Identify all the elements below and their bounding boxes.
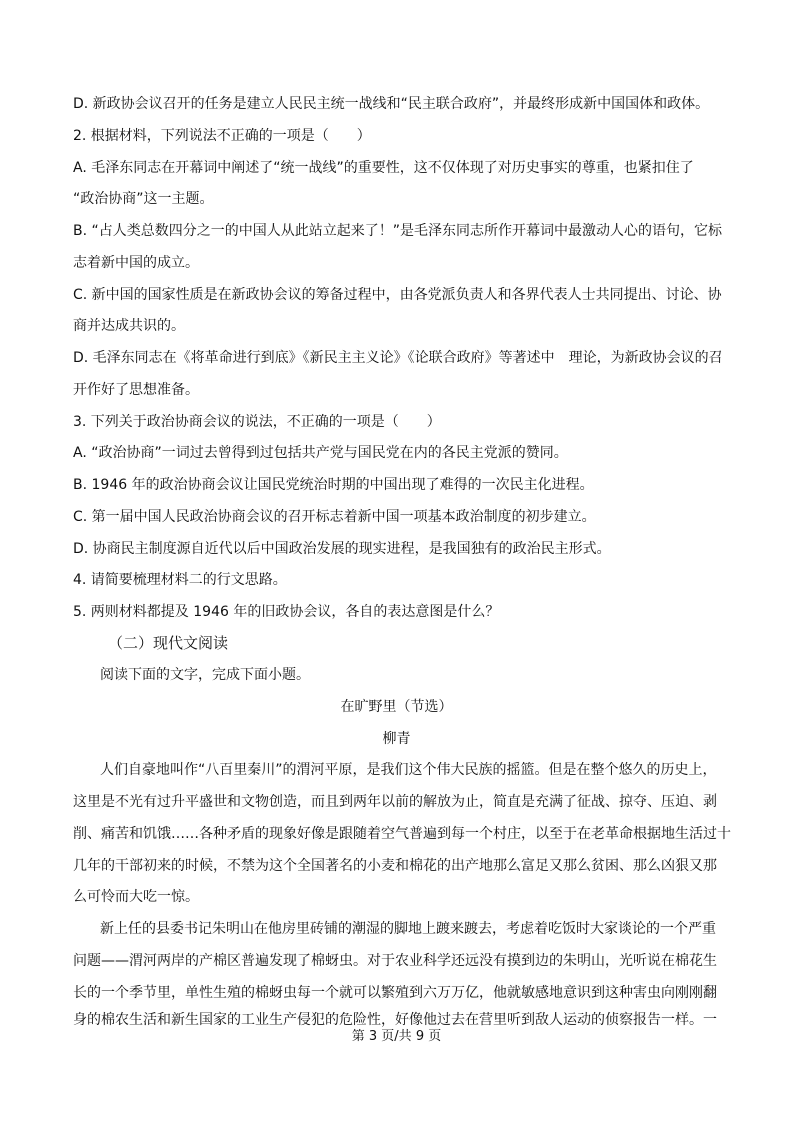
option-a-q2-line2: “政治协商”这一主题。 bbox=[73, 191, 214, 207]
reading-instruction: 阅读下面的文字，完成下面小题。 bbox=[100, 667, 310, 683]
paragraph-1-line-1: 人们自豪地叫作“八百里秦川”的渭河平原，是我们这个伟大民族的摇篮。但是在整个悠久的历史上， bbox=[100, 762, 717, 778]
paragraph-2-line-1: 新上任的县委书记朱明山在他房里砖铺的潮湿的脚地上踱来踱去，考虑着吃饭时大家谈论的一个严重 bbox=[100, 921, 716, 937]
paragraph-2-line-2: 问题——渭河两岸的产棉区普遍发现了棉蚜虫。对于农业科学还远没有摸到边的朱明山，光听说在棉花生 bbox=[73, 953, 717, 969]
question-4: 4. 请简要梳理材料二的行文思路。 bbox=[73, 572, 287, 588]
option-d-q1: D. 新政协会议召开的任务是建立人民民主统一战线和“民主联合政府”，并最终形成新中国国体和政体。 bbox=[73, 96, 710, 112]
option-a-q2-line1: A. 毛泽东同志在开幕词中阐述了“统一战线”的重要性，这不仅体现了对历史事实的尊重，也紧扣住了 bbox=[73, 160, 694, 176]
option-c-q3: C. 第一届中国人民政治协商会议的召开标志着新中国一项基本政治制度的初步建立。 bbox=[73, 509, 596, 525]
question-5: 5. 两则材料都提及 1946 年的旧政协会议，各自的表达意图是什么？ bbox=[73, 604, 500, 620]
option-d-q2-line1: D. 毛泽东同志在《将革命进行到底》《新民主主义论》《论联合政府》等著述中 理论，为新政协会议的召 bbox=[73, 350, 723, 366]
option-b-q3: B. 1946 年的政治协商会议让国民党统治时期的中国出现了难得的一次民主化进程。 bbox=[73, 477, 594, 493]
option-c-q2-line1: C. 新中国的国家性质是在新政协会议的筹备过程中，由各党派负责人和各界代表人士共同提出、讨论、协 bbox=[73, 287, 722, 303]
paragraph-2-line-3: 长的一个季节里，单性生殖的棉蚜虫每一个就可以繁殖到六万万亿，他就敏感地意识到这种害虫向刚刚翻 bbox=[73, 985, 717, 1001]
question-2: 2. 根据材料，下列说法不正确的一项是（ ） bbox=[73, 128, 371, 144]
question-3: 3. 下列关于政治协商会议的说法，不正确的一项是（ ） bbox=[73, 414, 441, 430]
paragraph-1-line-4: 几年的干部初来的时候，不禁为这个全国著名的小麦和棉花的出产地那么富足又那么贫困、那么凶狠又那 bbox=[73, 858, 717, 874]
option-b-q2-line2: 志着新中国的成立。 bbox=[73, 255, 199, 271]
section-title: （二）现代文阅读 bbox=[108, 634, 229, 652]
option-d-q3: D. 协商民主制度源自近代以后中国政治发展的现实进程，是我国独有的政治民主形式。 bbox=[73, 541, 611, 557]
option-c-q2-line2: 商并达成共识的。 bbox=[73, 318, 185, 334]
page-footer: 第 3 页/共 9 页 bbox=[351, 1029, 442, 1044]
paragraph-1-line-3: 削、痛苦和饥饿……各种矛盾的现象好像是跟随着空气普遍到每一个村庄，以至于在老革命根据地生活过十 bbox=[73, 826, 731, 842]
article-author: 柳青 bbox=[382, 731, 411, 747]
option-d-q2-line2: 开作好了思想准备。 bbox=[73, 382, 199, 398]
option-b-q2-line1: B. “占人类总数四分之一的中国人从此站立起来了！”是毛泽东同志所作开幕词中最激动人心的语句，它标 bbox=[73, 223, 723, 239]
option-a-q3: A. “政治协商”一词过去曾得到过包括共产党与国民党在内的各民主党派的赞同。 bbox=[73, 445, 568, 461]
paragraph-2-line-4: 身的棉农生活和新生国家的工业生产侵犯的危险性，好像他过去在营里听到敌人运动的侦察报告一样。一 bbox=[73, 1012, 717, 1028]
paragraph-1-line-5: 么可怜而大吃一惊。 bbox=[73, 889, 199, 905]
article-title: 在旷野里（节选） bbox=[340, 699, 453, 715]
paragraph-1-line-2: 这里是不光有过升平盛世和文物创造，而且到两年以前的解放为止，简直是充满了征战、掠夺、压迫、剥 bbox=[73, 794, 717, 810]
